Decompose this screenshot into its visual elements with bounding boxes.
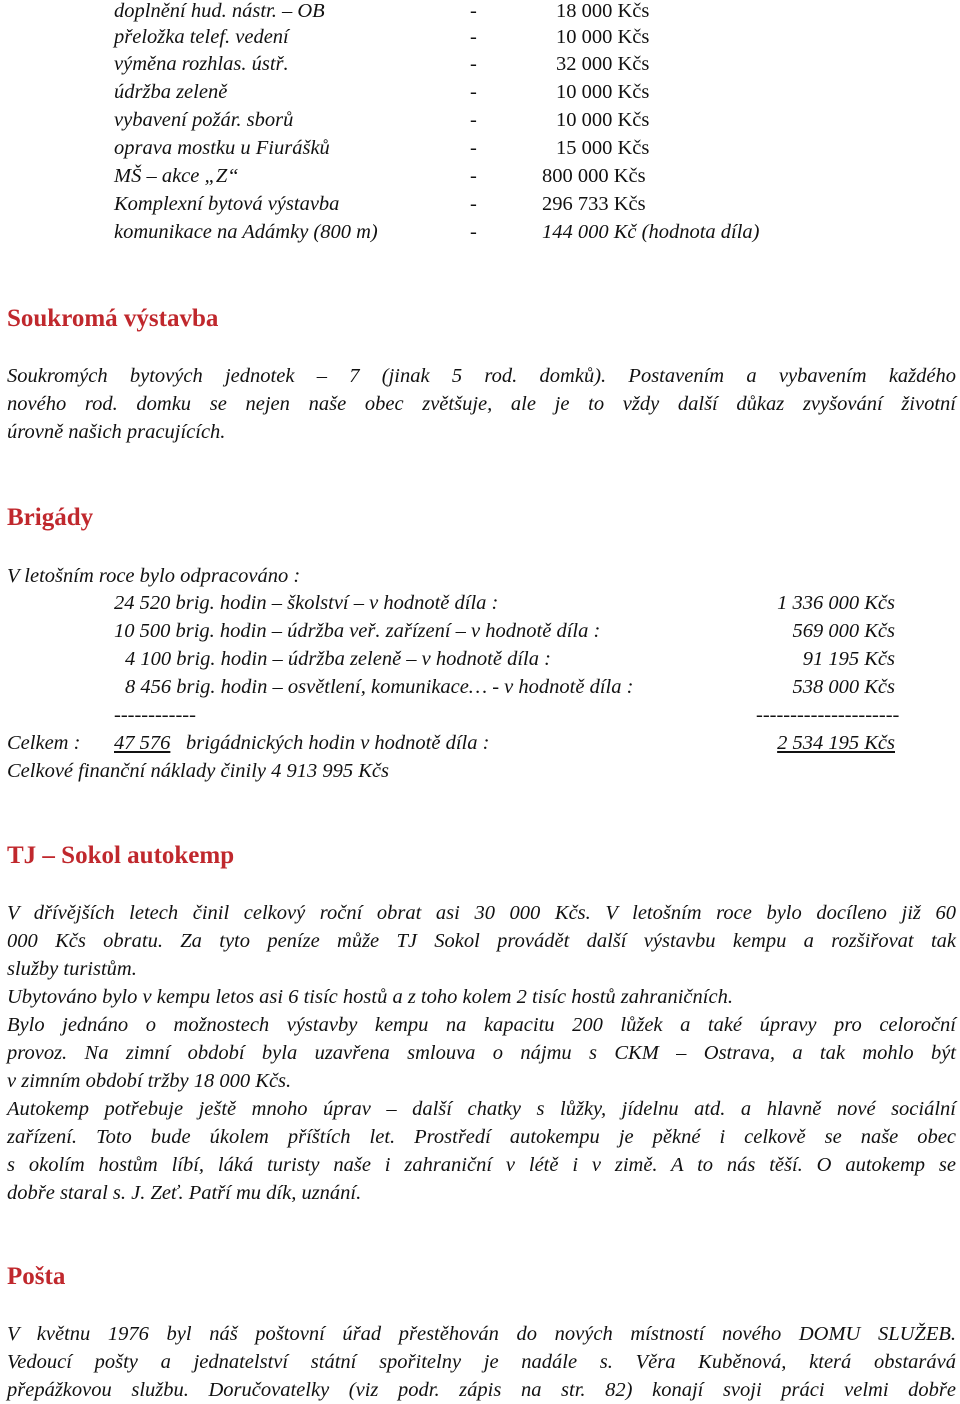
cost-amount: 18 000 Kčs: [556, 0, 650, 22]
separator-right: ---------------------: [756, 704, 900, 726]
section-heading-private: Soukromá výstavba: [7, 305, 219, 332]
cost-item: oprava mostku u Fiurášků: [114, 137, 330, 159]
cost-sep: -: [470, 193, 477, 215]
section-heading-brigady: Brigády: [7, 504, 94, 531]
text-line: V dřívějších letech činil celkový roční obrat asi 30 000 Kčs. V letošním roce bylo docíleno již 60: [7, 902, 956, 924]
posta-paragraph: [7, 1320, 956, 1404]
text-line: přepážkovou službu. Doručovatelky (viz podr. zápis na str. 82) konají svoji práci velmi dobře: [7, 1379, 956, 1401]
text-line: úrovně našich pracujících.: [7, 421, 226, 443]
text-line: provoz. Na zimní období byla uzavřena smlouva o nájmu s CKM – Ostrava, a tak mohlo být: [7, 1042, 956, 1064]
cost-item: vybavení požár. sborů: [114, 109, 294, 131]
cost-amount: 10 000 Kčs: [556, 109, 650, 131]
text-line: V květnu 1976 byl náš poštovní úřad přestěhován do nových místností nového DOMU SLUŽEB.: [7, 1323, 956, 1345]
text-line: s okolím hostům líbí, láká turisty naše i zahraniční v létě i v zimě. A to nás těší. O autokemp se: [7, 1154, 956, 1176]
separator-left: ------------: [114, 704, 196, 726]
cost-amount: 296 733 Kčs: [542, 193, 646, 215]
total-amount: 2 534 195 Kčs: [777, 732, 895, 754]
cost-amount: 10 000 Kčs: [556, 26, 650, 48]
cost-item: Komplexní bytová výstavba: [114, 193, 340, 215]
private-paragraph: [7, 362, 956, 446]
cost-sep: -: [470, 137, 477, 159]
text-line: Bylo jednáno o možnostech výstavby kempu na kapacitu 200 lůžek a také úpravy pro celoroční: [7, 1014, 956, 1036]
total-label: Celkem :: [7, 732, 81, 754]
text-line: služby turistům.: [7, 958, 137, 980]
text-line: v zimním období tržby 18 000 Kčs.: [7, 1070, 292, 1092]
brigady-row-text: 24 520 brig. hodin – školství – v hodnotě díla :: [114, 592, 499, 614]
text-line: 000 Kčs obratu. Za tyto peníze může TJ Sokol provádět další výstavbu kempu a rozšiřovat tak: [7, 930, 956, 952]
brigady-row-amount: 1 336 000 Kčs: [777, 592, 895, 614]
text-line: Ubytováno bylo v kempu letos asi 6 tisíc hostů a z toho kolem 2 tisíc hostů zahraničních.: [7, 986, 733, 1008]
cost-sep: -: [470, 221, 477, 243]
text-line: Soukromých bytových jednotek – 7 (jinak 5 rod. domků). Postavením a vybavením každého: [7, 365, 956, 387]
cost-item: výměna rozhlas. ústř.: [114, 53, 289, 75]
brigady-row-amount: 91 195 Kčs: [802, 648, 895, 670]
cost-sep: -: [470, 0, 477, 22]
brigady-row-amount: 538 000 Kčs: [792, 676, 895, 698]
brigady-row-text: 10 500 brig. hodin – údržba veř. zařízení – v hodnotě díla :: [114, 620, 601, 642]
cost-amount: 144 000 Kč (hodnota díla): [542, 221, 760, 243]
cost-item: doplnění hud. nástr. – OB: [114, 0, 325, 22]
brigady-row-amount: 569 000 Kčs: [792, 620, 895, 642]
text-line: dobře staral s. J. Zeť. Patří mu dík, uznání.: [7, 1182, 362, 1204]
text-line: Vedoucí pošty a jednatelství státní spořitelny je nadále s. Věra Kuběnová, která obstarává: [7, 1351, 956, 1373]
cost-item: komunikace na Adámky (800 m): [114, 221, 378, 243]
cost-sep: -: [470, 81, 477, 103]
cost-amount: 10 000 Kčs: [556, 81, 650, 103]
total-text: brigádnických hodin v hodnotě díla :: [186, 732, 490, 754]
total-hours: 47 576: [114, 732, 171, 754]
cost-amount: 32 000 Kčs: [556, 53, 650, 75]
brigady-row-text: 4 100 brig. hodin – údržba zeleně – v hodnotě díla :: [125, 648, 551, 670]
section-heading-sokol: TJ – Sokol autokemp: [7, 842, 235, 869]
cost-sep: -: [470, 165, 477, 187]
sokol-paragraph: [7, 899, 956, 1207]
cost-item: údržba zeleně: [114, 81, 228, 103]
text-line: Autokemp potřebuje ještě mnoho úprav – další chatky s lůžky, jídelnu atd. a hlavně nové sociální: [7, 1098, 956, 1120]
cost-sep: -: [470, 53, 477, 75]
brigady-intro: V letošním roce bylo odpracováno :: [7, 565, 301, 587]
cost-amount: 15 000 Kčs: [556, 137, 650, 159]
cost-sep: -: [470, 109, 477, 131]
financial-costs: Celkové finanční náklady činily 4 913 995 Kčs: [7, 760, 390, 782]
text-line: zařízení. Toto bude úkolem příštích let. Prostředí autokempu je pěkné i celkově se naše obec: [7, 1126, 956, 1148]
cost-sep: -: [470, 26, 477, 48]
text-line: nového rod. domku se nejen naše obec zvětšuje, ale je to vždy další důkaz zvyšování životní: [7, 393, 956, 415]
brigady-row-text: 8 456 brig. hodin – osvětlení, komunikace… - v hodnotě díla :: [125, 676, 634, 698]
section-heading-posta: Pošta: [7, 1263, 66, 1290]
cost-item: přeložka telef. vedení: [114, 26, 289, 48]
cost-amount: 800 000 Kčs: [542, 165, 646, 187]
cost-item: MŠ – akce „Z“: [114, 165, 239, 187]
